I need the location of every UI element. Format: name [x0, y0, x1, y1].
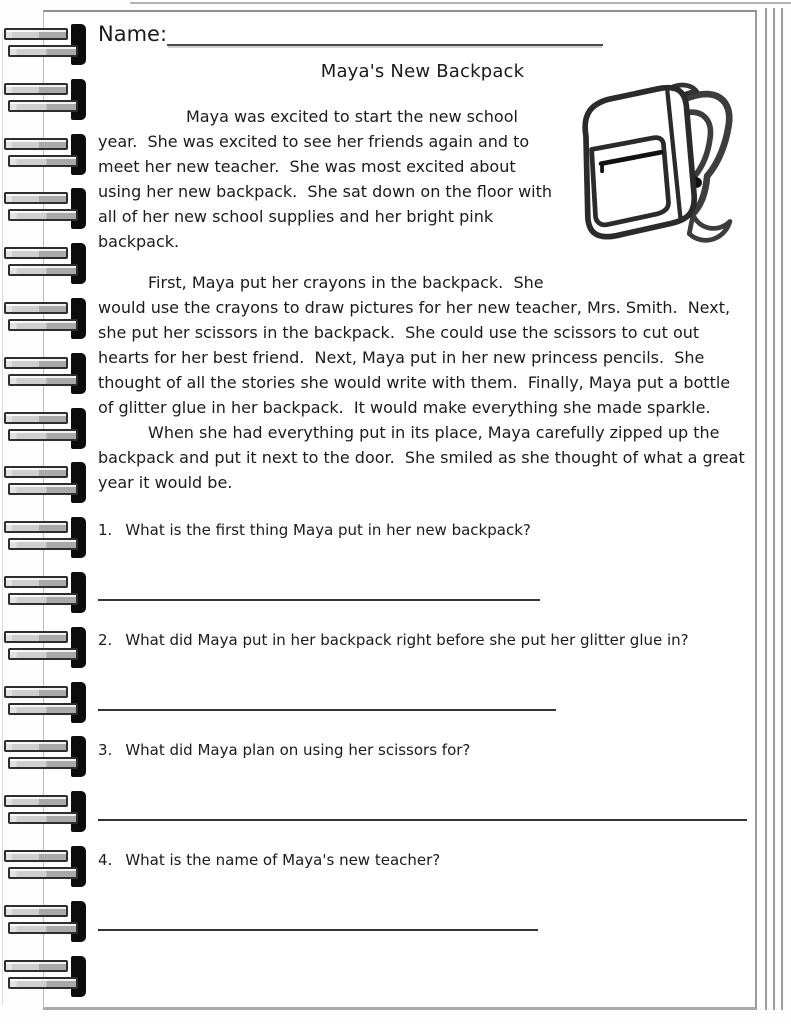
question-text: What did Maya plan on using her scissors for?	[125, 741, 471, 759]
answer-blank-line	[98, 599, 540, 601]
binding-ring	[4, 138, 86, 172]
page-stack-edge	[773, 8, 775, 1010]
name-blank-line	[167, 20, 603, 46]
reading-passage	[98, 104, 750, 495]
story-paragraph: When she had everything put in its place, Maya carefully zipped up the backpack and put it next to the door. She smiled as she thought of what a great year it would be.	[98, 423, 750, 492]
question-number: 3.	[98, 741, 113, 759]
answer-blank-line	[98, 929, 538, 931]
backpack-illustration	[567, 78, 747, 274]
binding-ring	[4, 850, 86, 884]
story-paragraph: Maya was excited to start the new school year. She was excited to see her friends again and to meet her new teacher. She was most excited about using her new backpack. She sat down on the floor with all of her new school supplies and her bright pink backpack.	[98, 107, 558, 251]
binding-ring	[4, 192, 86, 226]
question-1	[98, 521, 747, 601]
notebook-cover-top-edge	[130, 2, 791, 4]
binding-ring	[4, 631, 86, 665]
page-stack-edge	[765, 8, 767, 1010]
binding-ring	[4, 466, 86, 500]
question-text: What is the name of Maya's new teacher?	[125, 851, 441, 869]
answer-blank-line	[98, 819, 747, 821]
binding-ring	[4, 28, 86, 62]
question-number: 1.	[98, 521, 113, 539]
binding-ring	[4, 905, 86, 939]
story-paragraph: First, Maya put her crayons in the backpack. She would use the crayons to draw pictures for her new teacher, Mrs. Smith. Next, she put her scissors in the backpack. She could use the scissors to cut out hearts for her best friend. Next, Maya put in her new princess pencils. She thought of all the stories she would write with them. Finally, Maya put a bottle of glitter glue in her backpack. It would make everything she made sparkle.	[98, 273, 736, 417]
binding-ring	[4, 740, 86, 774]
question-3	[98, 741, 747, 821]
question-number: 2.	[98, 631, 113, 649]
backpack-icon	[567, 78, 747, 274]
binding-ring	[4, 521, 86, 555]
question-text: What did Maya put in her backpack right before she put her glitter glue in?	[125, 631, 689, 649]
question-2	[98, 631, 747, 711]
binding-ring	[4, 576, 86, 610]
spiral-binding	[0, 0, 90, 1024]
binding-ring	[4, 247, 86, 281]
answer-blank-line	[98, 709, 556, 711]
question-list	[98, 521, 747, 931]
question-number: 4.	[98, 851, 113, 869]
binding-ring	[4, 412, 86, 446]
question-4	[98, 851, 747, 931]
page-content-layer	[43, 10, 757, 1010]
page-title: Maya's New Backpack	[320, 61, 525, 82]
binding-ring	[4, 83, 86, 117]
binding-ring	[4, 960, 86, 994]
binding-ring	[4, 686, 86, 720]
name-label: Name:	[98, 22, 168, 46]
binding-ring	[4, 357, 86, 391]
name-row	[98, 20, 747, 46]
page-stack-edge	[781, 8, 783, 1010]
binding-ring	[4, 302, 86, 336]
binding-ring	[4, 795, 86, 829]
question-text: What is the first thing Maya put in her new backpack?	[125, 521, 531, 539]
